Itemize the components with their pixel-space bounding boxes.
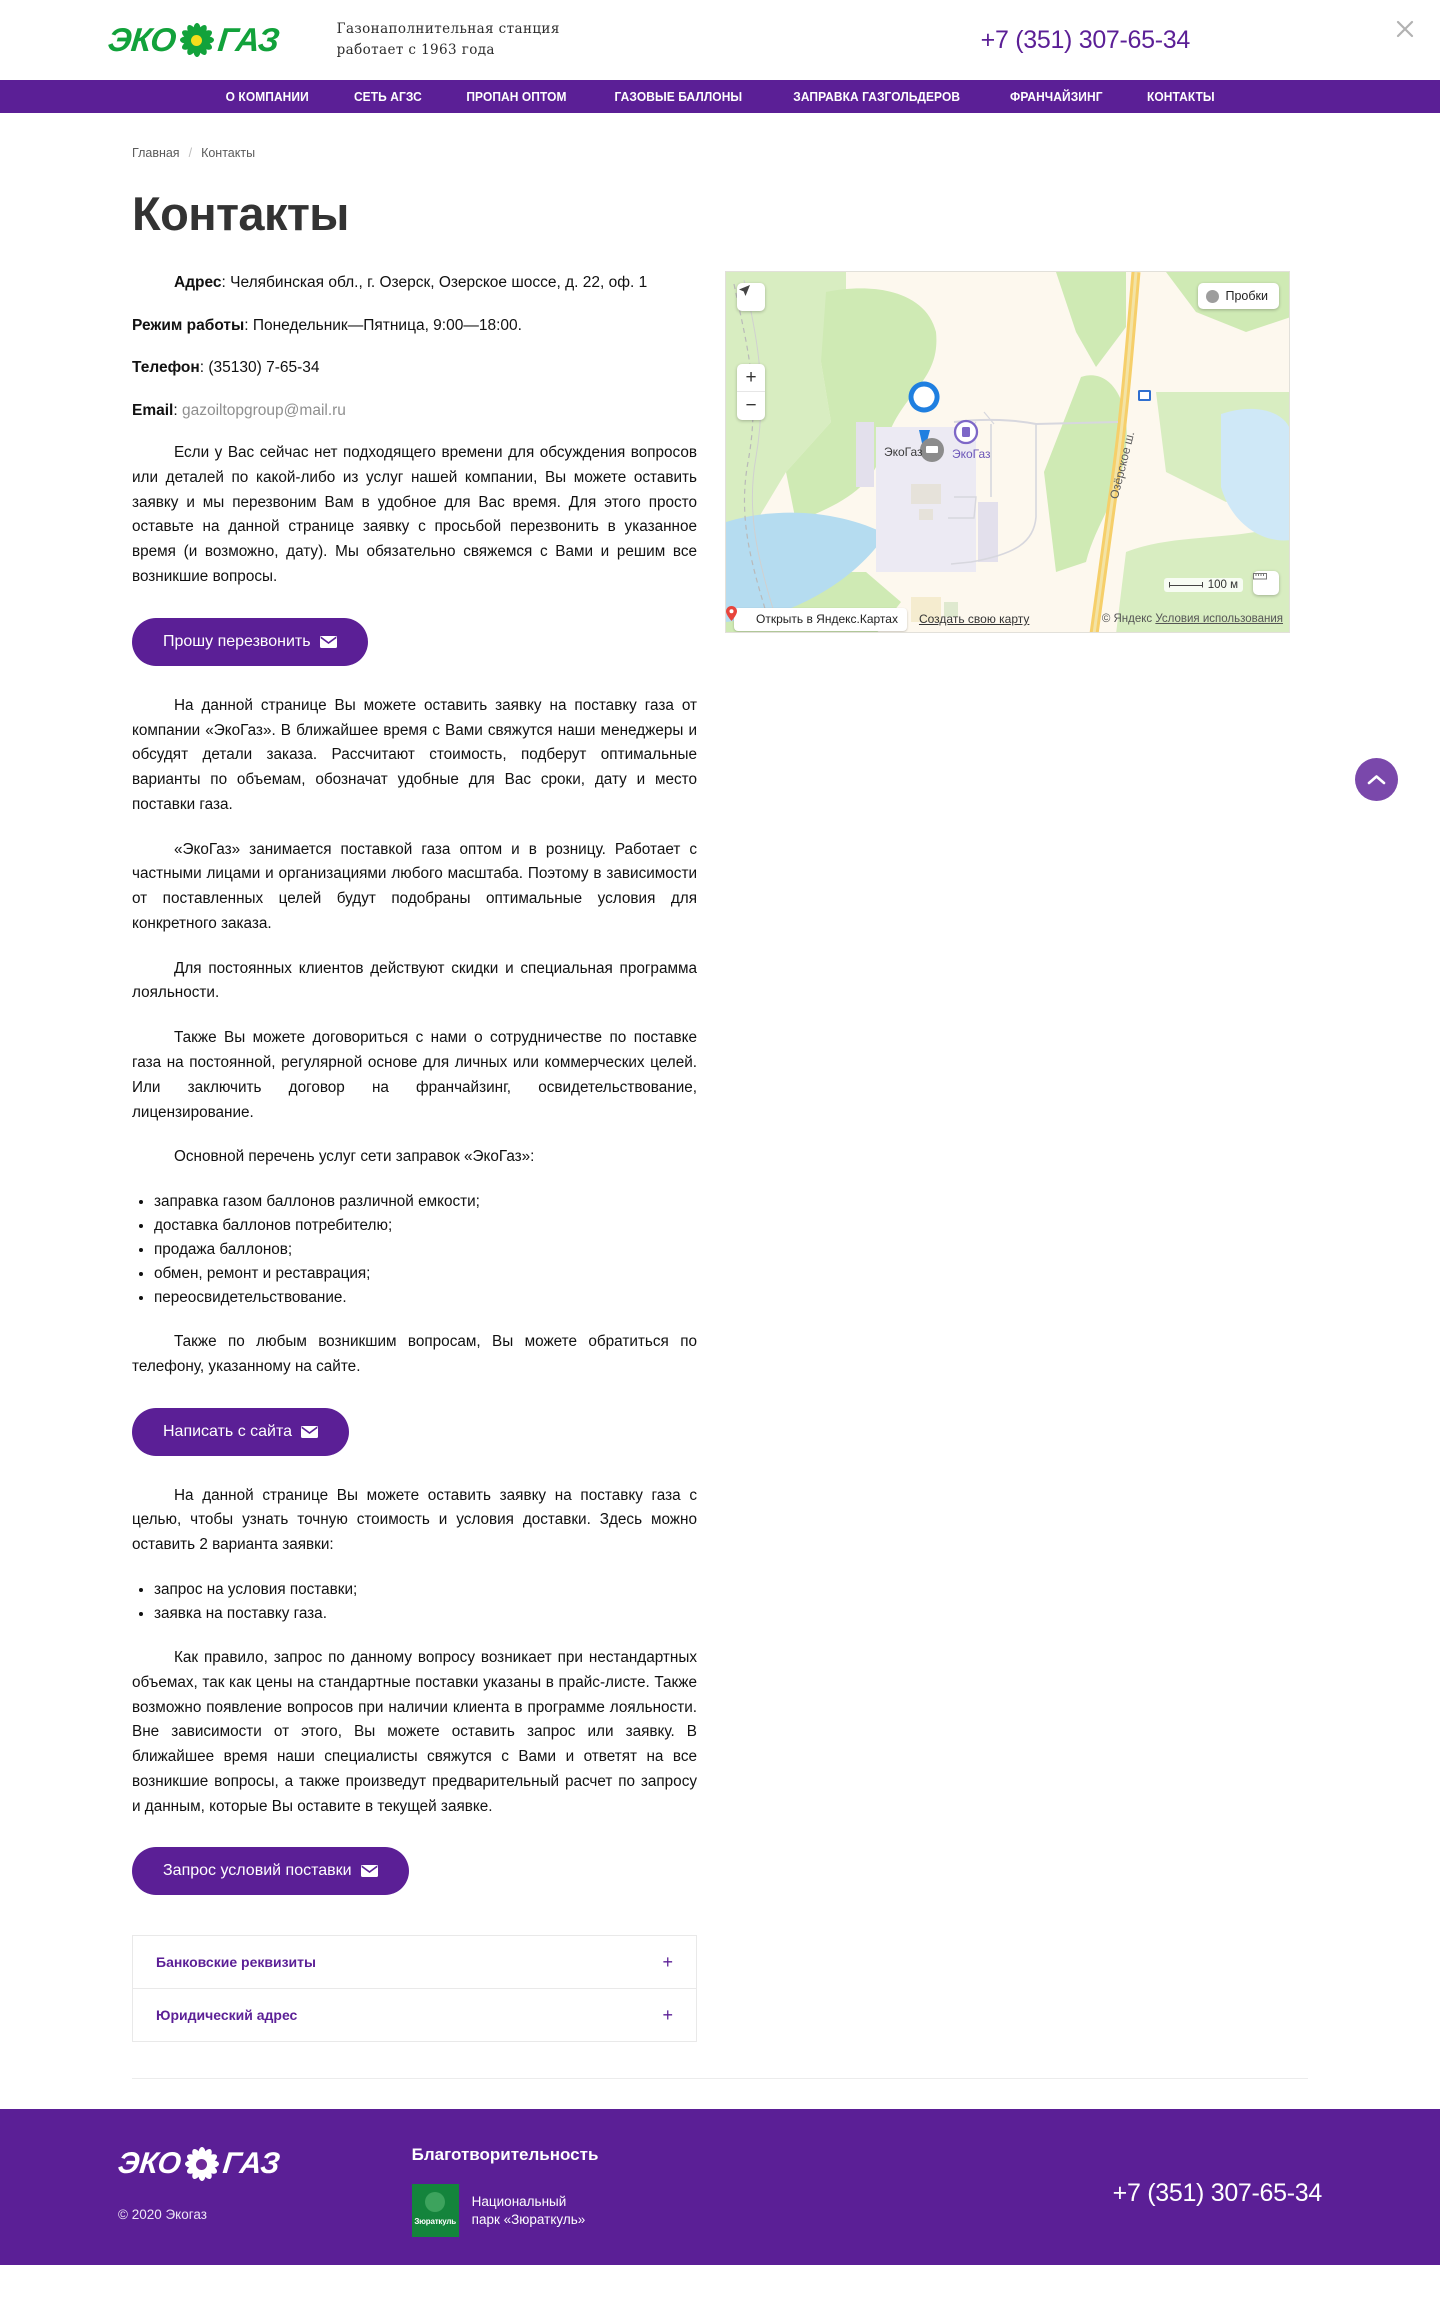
charity-partner-name [472, 2193, 586, 2229]
pin-icon [740, 612, 751, 627]
accordion-item-legal-address[interactable] [133, 1989, 696, 2041]
contact-email-separator: : [173, 401, 182, 419]
paragraph-3: «ЭкоГаз» занимается поставкой газа оптом и в розницу. Работает с частными лицами и организациями любого масштаба. Поэтому в зависимости от поставленных целей будут подобраны оптимальные условия для конкретного заказа. [132, 840, 697, 932]
callback-request-label: Прошу перезвонить [163, 632, 311, 650]
list-item: • заявка на поставку газа. [154, 1602, 697, 1626]
paragraph-4: Для постоянных клиентов действуют скидки и специальная программа лояльности. [132, 959, 697, 1002]
contact-address-value: : Челябинская обл., г. Озерск, Озерское шоссе, д. 22, оф. 1 [221, 274, 648, 291]
open-in-yandex-maps-button[interactable] [734, 608, 907, 631]
site-logo[interactable] [108, 21, 279, 59]
traffic-icon [1206, 290, 1219, 303]
accordion [132, 1935, 697, 2042]
map-copyright [1102, 613, 1289, 625]
create-own-map-link[interactable]: Создать свою карту [918, 612, 1030, 626]
envelope-icon [320, 636, 337, 648]
contact-address-label: Адрес [174, 274, 222, 291]
logo-text-right: ГАЗ [215, 21, 281, 58]
zoom-in-button[interactable]: + [737, 364, 765, 392]
nav-item-контакты[interactable]: КОНТАКТЫ [1147, 89, 1215, 104]
header-phone[interactable]: +7 (351) 307-65-34 [980, 25, 1190, 54]
list-item: • переосвидетельствование. [154, 1286, 697, 1310]
park-badge-text: Зюраткуль [414, 2217, 456, 2227]
contact-hours-label: Режим работы [132, 316, 245, 334]
contact-email [132, 399, 697, 423]
zyuratkul-park-logo [412, 2184, 459, 2237]
site-footer [0, 2109, 1440, 2265]
map-column [725, 271, 1290, 633]
map-scale [1164, 578, 1243, 592]
footer-logo-text-right: ГАЗ [221, 2147, 282, 2181]
paragraph-6: Основной перечень услуг сети заправок «ЭкоГаз»: [174, 1148, 535, 1166]
supply-request-button[interactable] [132, 1847, 409, 1895]
write-from-site-label: Написать с сайта [163, 1422, 293, 1440]
accordion-title: Банковские реквизиты [156, 1954, 316, 1971]
map-terms-link[interactable]: Условия использования [1155, 613, 1283, 625]
traffic-label: Пробки [1225, 289, 1268, 303]
contact-address [132, 271, 697, 295]
contact-phone-value: : (35130) 7-65-34 [199, 359, 320, 377]
chevron-up-icon [1367, 774, 1386, 786]
paragraph-8: На данной странице Вы можете оставить заявку на поставку газа с целью, чтобы узнать точную стоимость и условия доставки. Здесь можно оставить 2 варианта заявки: [132, 1486, 697, 1554]
nav-item-пропан-оптом[interactable]: ПРОПАН ОПТОМ [466, 89, 568, 104]
contact-phone [132, 356, 697, 380]
header-tagline [337, 19, 560, 61]
map-copyright-text: © Яндекс [1101, 613, 1153, 625]
park-emblem-icon [425, 2192, 445, 2212]
tagline-line-2: работает с 1963 года [336, 42, 495, 58]
zoom-out-button[interactable]: − [745, 395, 757, 416]
list-item: • доставка баллонов потребителю; [154, 1214, 697, 1238]
logo-text-left: ЭКО [106, 21, 178, 58]
charity-partner[interactable] [412, 2184, 599, 2237]
charity-partner-line-2: парк «Зюраткуль» [471, 2211, 586, 2227]
map-poi-label-2: ЭкоГаз [952, 447, 991, 461]
footer-logo-text-left: ЭКО [116, 2147, 183, 2181]
close-icon[interactable] [1392, 16, 1418, 42]
contact-hours-value: : Понедельник—Пятница, 9:00—18:00. [244, 316, 522, 334]
paragraph-5: Также Вы можете договориться с нами о сотрудничестве по поставке газа на постоянной, регулярной основе для личных или коммерческих целей. Или заключить договор на франчайзинг, освидетельствование, лицензирование. [132, 1029, 697, 1121]
scale-label: 100 м [1207, 579, 1238, 591]
charity-block [412, 2145, 599, 2237]
map-poi-label-1: ЭкоГаз [884, 445, 923, 459]
breadcrumb [132, 113, 1308, 160]
page-content [0, 113, 1440, 2079]
request-types-list [132, 1578, 697, 1626]
daisy-flower-icon [183, 2145, 221, 2183]
charity-partner-line-1: Национальный [471, 2193, 567, 2209]
envelope-icon [361, 1865, 378, 1877]
nav-list [222, 89, 1218, 104]
accordion-item-bank-details[interactable] [133, 1936, 696, 1989]
open-in-yandex-maps-label: Открыть в Яндекс.Картах [756, 612, 898, 626]
plus-icon[interactable]: + [662, 1952, 673, 1973]
supply-request-label: Запрос условий поставки [163, 1862, 352, 1880]
scroll-to-top-button[interactable] [1355, 758, 1398, 801]
callback-request-button[interactable] [132, 618, 368, 666]
traffic-toggle-button[interactable] [1198, 283, 1280, 309]
accordion-title: Юридический адрес [156, 2007, 298, 2024]
site-header [0, 0, 1440, 80]
nav-item-сеть-агзс[interactable]: СЕТЬ АГЗС [353, 89, 422, 104]
charity-title: Благотворительность [411, 2145, 599, 2165]
footer-phone[interactable]: +7 (351) 307-65-34 [1112, 2179, 1322, 2208]
breadcrumb-current: Контакты [201, 146, 256, 160]
map-footer [726, 606, 1289, 632]
breadcrumb-separator: / [188, 146, 193, 160]
main-column [132, 271, 697, 2042]
envelope-icon [301, 1426, 318, 1438]
daisy-flower-icon [178, 21, 216, 59]
ruler-icon[interactable] [1253, 571, 1279, 595]
main-navigation [0, 80, 1440, 113]
list-item: • обмен, ремонт и реставрация; [154, 1262, 697, 1286]
content-divider [132, 2078, 1308, 2079]
paragraph-1: Если у Вас сейчас нет подходящего времени для обсуждения вопросов или деталей по какой-либо из услуг нашей компании, Вы можете оставить заявку и мы перезвоним Вам в удобное для Вас время. Для этого просто оставьте на данной странице заявку с просьбой перезвонить в указанное время (и возможно, дату). Мы обязательно свяжемся с Вами и решим все возникшие вопросы. [132, 444, 697, 586]
paragraph-7: Также по любым возникшим вопросам, Вы можете обратиться по телефону, указанному на сайте. [132, 1333, 697, 1375]
nav-item-газовые-баллоны[interactable]: ГАЗОВЫЕ БАЛЛОНЫ [614, 89, 743, 104]
scale-bar [1169, 582, 1203, 588]
footer-brand-block [118, 2145, 280, 2222]
nav-item-о-компании[interactable]: О КОМПАНИИ [225, 89, 310, 104]
paragraph-9: Как правило, запрос по данному вопросу возникает при нестандартных объемах, так как цены на стандартные поставки указаны в прайс-листе. Также возможно появление вопросов при наличии клиента в программе лояльности. Вне зависимости от этого, Вы можете оставить запрос или заявку. В ближайшее время наши специалисты свяжутся с Вами и ответят на все возникшие вопросы, а также произведут предварительный расчет по запросу и данным, которые Вы оставите в текущей заявке. [132, 1648, 697, 1815]
content-row [132, 271, 1308, 2042]
services-list [132, 1190, 697, 1310]
list-item: • запрос на условия поставки; [154, 1578, 697, 1602]
nav-item-заправка-газгольдеров[interactable]: ЗАПРАВКА ГАЗГОЛЬДЕРОВ [793, 89, 961, 104]
footer-logo[interactable] [118, 2145, 280, 2183]
contact-phone-label: Телефон [132, 359, 200, 377]
map-road-label: Озёрское ш. [1107, 429, 1138, 501]
contact-email-label: Email [132, 401, 174, 419]
plus-icon[interactable]: + [662, 2005, 673, 2026]
breadcrumb-home[interactable]: Главная [132, 146, 180, 160]
page-title: Контакты [132, 187, 349, 240]
nav-item-франчайзинг[interactable]: ФРАНЧАЙЗИНГ [1009, 89, 1103, 104]
contact-email-value[interactable]: gazoiltopgroup@mail.ru [181, 401, 346, 419]
write-from-site-button[interactable] [132, 1408, 349, 1456]
geolocation-icon[interactable] [737, 283, 765, 311]
footer-copyright: © 2020 Экогаз [118, 2207, 207, 2223]
contact-hours [132, 314, 697, 338]
list-item: • заправка газом баллонов различной емкости; [154, 1190, 697, 1214]
tagline-line-1: Газонаполнительная станция [336, 21, 560, 38]
map-zoom-controls[interactable] [737, 364, 765, 420]
paragraph-2: На данной странице Вы можете оставить заявку на поставку газа от компании «ЭкоГаз». В ближайшее время с Вами свяжутся наши менеджеры и обсудят детали заказа. Рассчитают стоимость, подберут оптимальные варианты по объемам, обозначат удобные для Вас сроки, дату и место поставки газа. [132, 696, 697, 813]
list-item: • продажа баллонов; [154, 1238, 697, 1262]
yandex-map[interactable] [725, 271, 1290, 633]
